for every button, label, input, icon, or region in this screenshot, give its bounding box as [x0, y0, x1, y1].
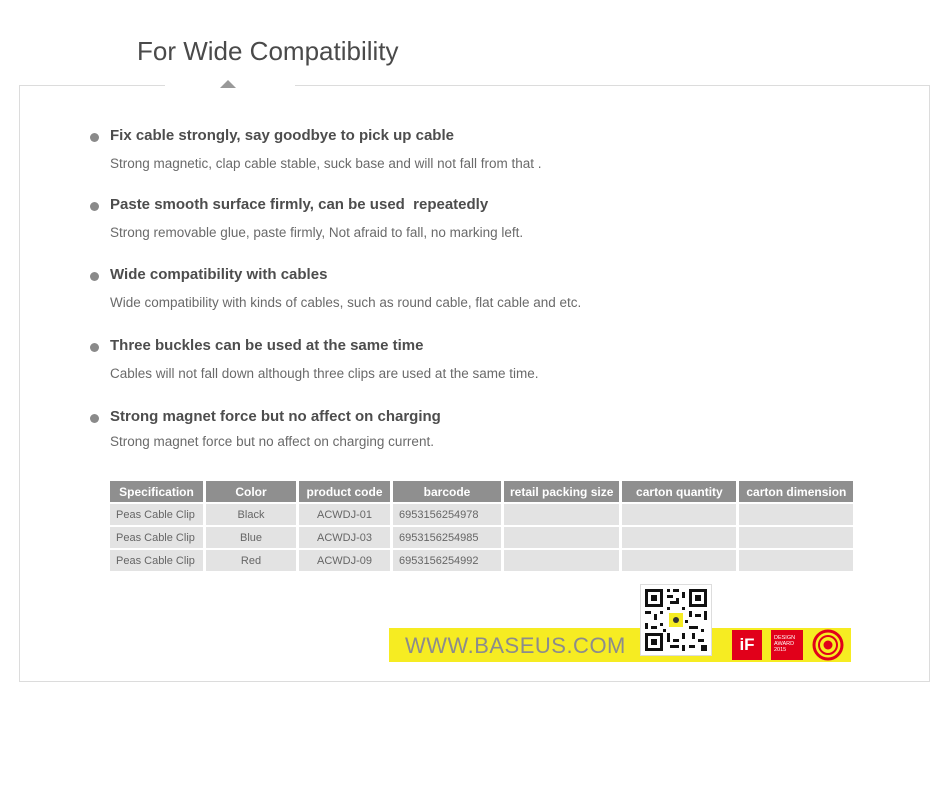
red-dot-award-icon — [812, 629, 844, 661]
caret-up-icon — [220, 80, 236, 88]
cell-specification: Peas Cable Clip — [110, 504, 203, 525]
bullet-icon — [90, 272, 99, 281]
feature-description: Strong magnet force but no affect on charging current. — [110, 434, 434, 449]
cell-product-code: ACWDJ-01 — [299, 504, 390, 525]
feature-description: Wide compatibility with kinds of cables, such as round cable, flat cable and etc. — [110, 295, 582, 310]
cell-carton-dimension — [739, 504, 853, 525]
table-row — [110, 504, 853, 525]
design-award-line: DESIGN — [774, 635, 796, 641]
feature-description: Cables will not fall down although three clips are used at the same time. — [110, 366, 539, 381]
feature-description: Strong removable glue, paste firmly, Not afraid to fall, no marking left. — [110, 225, 524, 240]
specification-table — [107, 479, 856, 573]
cell-carton-quantity — [622, 527, 736, 548]
content-panel — [19, 85, 930, 682]
feature-title: Strong magnet force but no affect on charging — [110, 408, 441, 425]
bullet-icon — [90, 202, 99, 211]
feature-title: Fix cable strongly, say goodbye to pick up cable — [110, 127, 454, 144]
header-carton-quantity: carton quantity — [622, 481, 736, 502]
table-row — [110, 550, 853, 571]
cell-product-code: ACWDJ-09 — [299, 550, 390, 571]
design-award-line: 2015 — [774, 647, 787, 653]
cell-carton-quantity — [622, 550, 736, 571]
if-award-logo: iF — [732, 630, 762, 660]
feature-title: Three buckles can be used at the same time — [110, 337, 424, 354]
cell-product-code: ACWDJ-03 — [299, 527, 390, 548]
cell-carton-quantity — [622, 504, 736, 525]
cell-barcode: 6953156254992 — [393, 550, 501, 571]
qr-code-icon — [640, 584, 712, 656]
bullet-icon — [90, 343, 99, 352]
header-color: Color — [206, 481, 296, 502]
cell-color: Blue — [206, 527, 296, 548]
cell-retail-packing-size — [504, 504, 619, 525]
cell-carton-dimension — [739, 550, 853, 571]
cell-carton-dimension — [739, 527, 853, 548]
design-award-line: AWARD — [774, 641, 795, 647]
table-header-row — [110, 481, 853, 502]
bullet-icon — [90, 414, 99, 423]
header-product-code: product code — [299, 481, 390, 502]
header-specification: Specification — [110, 481, 203, 502]
header-carton-dimension: carton dimension — [739, 481, 853, 502]
design-award-logo — [771, 630, 803, 660]
table-row — [110, 527, 853, 548]
cell-retail-packing-size — [504, 550, 619, 571]
cell-specification: Peas Cable Clip — [110, 527, 203, 548]
feature-title: Paste smooth surface firmly, can be used repeatedly — [110, 196, 489, 213]
header-retail-packing-size: retail packing size — [504, 481, 619, 502]
cell-barcode: 6953156254985 — [393, 527, 501, 548]
cell-retail-packing-size — [504, 527, 619, 548]
bullet-icon — [90, 133, 99, 142]
feature-title: Wide compatibility with cables — [110, 266, 328, 283]
feature-description: Strong magnetic, clap cable stable, suck base and will not fall from that . — [110, 156, 542, 171]
cell-specification: Peas Cable Clip — [110, 550, 203, 571]
cell-color: Red — [206, 550, 296, 571]
cell-color: Black — [206, 504, 296, 525]
header-barcode: barcode — [393, 481, 501, 502]
page-title: For Wide Compatibility — [137, 36, 399, 66]
cell-barcode: 6953156254978 — [393, 504, 501, 525]
website-link[interactable]: WWW.BASEUS.COM — [405, 633, 626, 658]
